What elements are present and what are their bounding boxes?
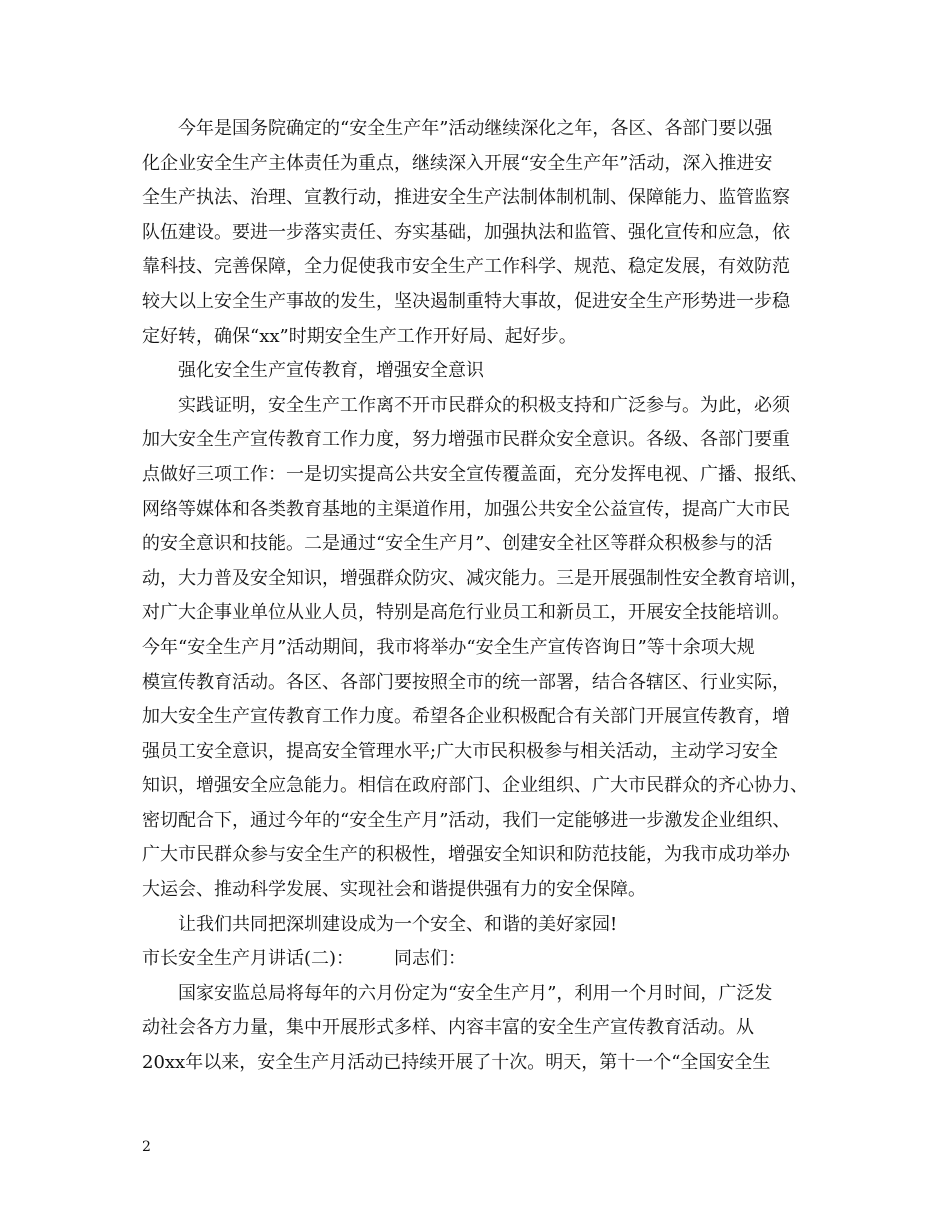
paragraph-line: 化企业安全生产主体责任为重点，继续深入开展“安全生产年”活动，深入推进安 [142,152,773,174]
paragraph-line: 广大市民群众参与安全生产的积极性，增强安全知识和防范技能，为我市成功举办 [142,844,790,866]
paragraph-line: 大运会、推动科学发展、实现社会和谐提供强有力的安全保障。 [142,879,646,901]
document-body [142,112,832,1081]
closing-line: 让我们共同把深圳建设成为一个安全、和谐的美好家园! [178,913,618,935]
paragraph-line: 的安全意识和技能。二是通过“安全生产月”、创建安全社区等群众积极参与的活 [142,533,773,555]
section-heading: 强化安全生产宣传教育，增强安全意识 [178,360,484,382]
paragraph-line: 全生产执法、治理、宣教行动，推进安全生产法制体制机制、保障能力、监管监察 [142,187,790,209]
speech-title: 市长安全生产月讲话(二)： [142,948,355,970]
paragraph-line: 知识，增强安全应急能力。相信在政府部门、企业组织、广大市民群众的齐心协力、 [142,775,808,797]
paragraph-line: 网络等媒体和各类教育基地的主渠道作用，加强公共安全公益宣传，提高广大市民 [142,498,790,520]
paragraph-line: 队伍建设。要进一步落实责任、夯实基础，加强执法和监管、强化宣传和应急，依 [142,221,790,243]
paragraph-line: 动社会各方力量，集中开展形式多样、内容丰富的安全生产宣传教育活动。从 [142,1017,754,1039]
paragraph-line: 20xx年以来，安全生产月活动已持续开展了十次。明天，第十一个“全国安全生 [142,1052,771,1074]
speech-heading-row [142,942,832,977]
paragraph-line: 今年“安全生产月”活动期间，我市将举办“安全生产宣传咨询日”等十余项大规 [142,636,755,658]
paragraph-line: 强员工安全意识，提高安全管理水平;广大市民积极参与相关活动，主动学习安全 [142,740,779,762]
paragraph-line: 加大安全生产宣传教育工作力度。希望各企业积极配合有关部门开展宣传教育，增 [142,706,790,728]
paragraph-line: 动，大力普及安全知识，增强群众防灾、减灾能力。三是开展强制性安全教育培训， [142,567,808,589]
paragraph-line: 加大安全生产宣传教育工作力度，努力增强市民群众安全意识。各级、各部门要重 [142,429,790,451]
paragraph-line: 定好转，确保“xx”时期安全生产工作开好局、起好步。 [142,325,577,347]
paragraph-line: 实践证明，安全生产工作离不开市民群众的积极支持和广泛参与。为此，必须 [178,394,790,416]
paragraph-line: 密切配合下，通过今年的“安全生产月”活动，我们一定能够进一步激发企业组织、 [142,809,791,831]
page-number: 2 [142,1139,151,1155]
paragraph-line: 较大以上安全生产事故的发生，坚决遏制重特大事故，促进安全生产形势进一步稳 [142,290,790,312]
paragraph-line: 靠科技、完善保障，全力促使我市安全生产工作科学、规范、稳定发展，有效防范 [142,256,790,278]
paragraph-line: 今年是国务院确定的“安全生产年”活动继续深化之年，各区、各部门要以强 [178,118,773,139]
salutation: 同志们： [394,948,467,970]
paragraph-line: 对广大企事业单位从业人员，特别是高危行业员工和新员工，开展安全技能培训。 [142,602,790,624]
paragraph-line: 模宣传教育活动。各区、各部门要按照全市的统一部署，结合各辖区、行业实际， [142,671,790,693]
paragraph-line: 国家安监总局将每年的六月份定为“安全生产月”，利用一个月时间，广泛发 [178,982,773,1004]
paragraph-line: 点做好三项工作：一是切实提高公共安全宣传覆盖面，充分发挥电视、广播、报纸、 [142,463,808,485]
